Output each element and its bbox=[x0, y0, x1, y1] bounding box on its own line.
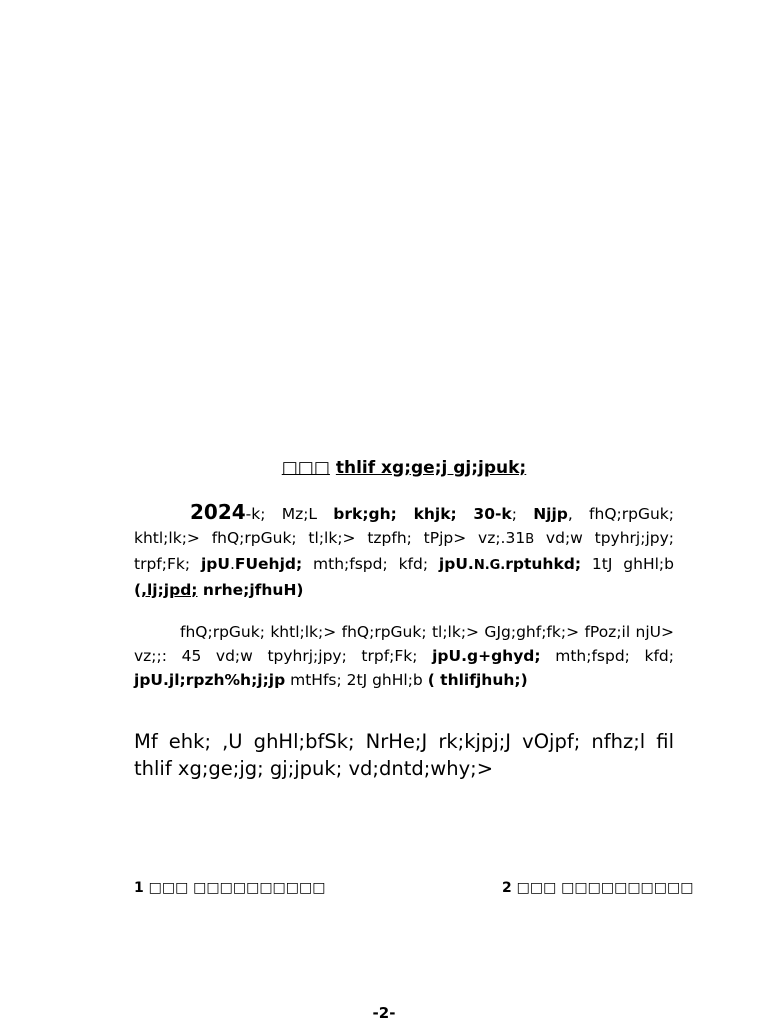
paragraph-2 bbox=[134, 620, 674, 692]
title-prefix: □□□ bbox=[281, 458, 330, 478]
underlined-run: ,lj;jpd; bbox=[141, 581, 198, 599]
page-number: -2- bbox=[372, 1004, 396, 1022]
father-name: jpU.g+ghyd; bbox=[432, 647, 541, 665]
paragraph-1 bbox=[134, 500, 674, 602]
father-name: FUehjd; bbox=[234, 555, 303, 573]
text-run: 1tJ ghHl;b bbox=[581, 555, 674, 573]
signature-right bbox=[502, 880, 693, 896]
text-run: mth;fspd; kfd; bbox=[540, 647, 674, 665]
initials: N.G. bbox=[473, 558, 506, 573]
bold-run: jpU bbox=[200, 555, 230, 573]
title-text: thlif xg;ge;j gj;jpuk; bbox=[335, 458, 527, 478]
text-run: mth;fspd; kfd; bbox=[302, 555, 439, 573]
text-run: ; bbox=[511, 505, 534, 523]
year: 2024 bbox=[190, 500, 246, 524]
date-text: brk;gh; khjk; 30-k bbox=[333, 505, 512, 523]
signature-right-text: □□□ □□□□□□□□□□ bbox=[516, 880, 694, 896]
document-title bbox=[134, 458, 674, 478]
signature-left-text: □□□ □□□□□□□□□□ bbox=[148, 880, 326, 896]
party-2-name: jpU.jl;rpzh%h;j;jp bbox=[134, 671, 286, 689]
text-run: -k; Mz;L bbox=[245, 505, 334, 523]
signature-right-number: 2 bbox=[502, 880, 512, 896]
party-1-name: rptuhkd; bbox=[505, 555, 582, 573]
bold-run: ( bbox=[134, 581, 142, 599]
text-run: vd;w tpyhrj;jpy; trpf;Fk; bbox=[134, 529, 674, 573]
paragraph-3: Mf ehk; ,U ghHl;bfSk; NrHe;J rk;kjpj;J vOjpf; nfhz;l fil thlif xg;ge;jg; gj;jpuk; vd;dntd;why;> bbox=[134, 730, 674, 780]
bold-run: jpU. bbox=[438, 555, 474, 573]
text-run: mtHfs; 2tJ ghHl;b bbox=[285, 671, 428, 689]
party-2-role: ( thlifjhuh;) bbox=[427, 671, 528, 689]
address-text: fhQ;rpGuk; khtl;lk;> fhQ;rpGuk; tl;lk;> GJg;ghf;fk;> fPoz;il njU> vz;;: 45 vd;w tpyhrj;jpy; trpf;Fk; bbox=[134, 623, 674, 665]
bold-run: Njjp bbox=[533, 505, 568, 523]
text-run: . bbox=[229, 555, 235, 573]
address-text: , fhQ;rpGuk; khtl;lk;> fhQ;rpGuk; tl;lk;> tzpfh; tPjp> vz;.31 bbox=[134, 505, 675, 547]
small-run: B bbox=[525, 532, 535, 547]
signature-left-number: 1 bbox=[134, 880, 144, 896]
signature-left bbox=[134, 880, 325, 896]
party-1-role: nrhe;jfhuH) bbox=[197, 581, 304, 599]
